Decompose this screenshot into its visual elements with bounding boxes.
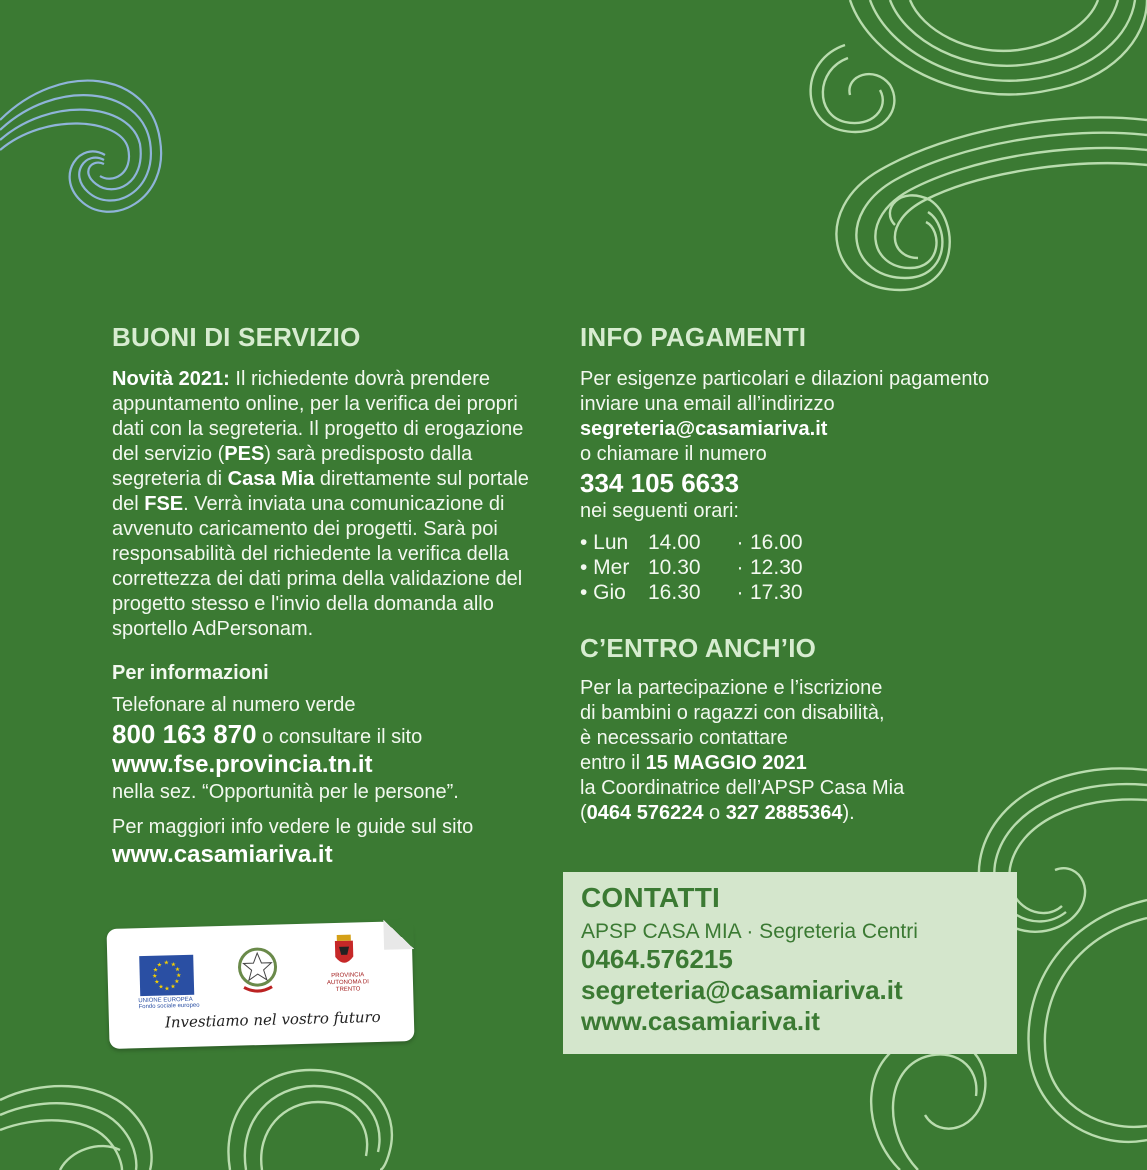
italian-emblem-icon <box>235 943 280 996</box>
more-text: Per maggiori info vedere le guide sul sito <box>112 816 474 838</box>
buoni-text-a: Il richiedente dovrà prendere appuntamento online, per la verifica dei propri dati con la segreteria. Il progetto di erogazione del servizio ( <box>112 368 524 465</box>
top-right-swirl <box>811 0 1147 290</box>
svg-text:★: ★ <box>151 972 158 980</box>
buoni-text-d: . Verrà inviata una comunicazione di avvenuto caricamento dei progetti. Sarà poi responsabilità del richiedente la verifica della correttezza dei dati prima della validazione del progetto stesso e l'invio della domanda allo sportello AdPersonam. <box>112 493 523 640</box>
buoni-text-b: ) sarà predisposto dalla segreteria di <box>112 443 473 490</box>
contatti-box <box>563 872 1017 1054</box>
fse-label: FSE <box>144 493 184 515</box>
trento-coat-of-arms-icon <box>329 932 360 973</box>
svg-text:★: ★ <box>164 985 170 993</box>
buoni-paragraph <box>112 367 552 642</box>
contatti-phone[interactable]: 0464.576215 <box>581 944 733 974</box>
paren-close: ). <box>842 802 855 824</box>
pagamenti-email[interactable]: segreteria@casamiariva.it <box>580 418 828 440</box>
centro-phone1[interactable]: 0464 576224 <box>586 802 704 824</box>
centro-date: 15 MAGGIO 2021 <box>645 752 807 774</box>
hours-sep: · <box>736 531 744 554</box>
pagamenti-title: INFO PAGAMENTI <box>580 322 807 352</box>
casa-mia-label: Casa Mia <box>227 468 315 490</box>
contatti-email[interactable]: segreteria@casamiariva.it <box>581 975 903 1005</box>
hours-day: • Gio <box>580 581 626 604</box>
hours-to: 16.00 <box>750 531 803 554</box>
centro-entro: entro il <box>580 752 646 774</box>
tel-or: o consultare il sito <box>256 726 423 748</box>
centro-line5: la Coordinatrice dell’APSP Casa Mia <box>580 777 905 799</box>
hours-day: • Mer <box>580 556 630 579</box>
hours-from: 10.30 <box>648 556 701 579</box>
eu-label: UNIONE EUROPEA Fondo sociale europeo <box>138 996 200 1011</box>
svg-text:★: ★ <box>163 959 170 967</box>
funding-logos-card <box>106 921 414 1049</box>
call-text: o chiamare il numero <box>580 443 767 465</box>
trento-label: PROVINCIA AUTONOMA DI TRENTO <box>326 972 369 994</box>
hours-sep: · <box>736 581 744 604</box>
centro-line4 <box>580 751 1050 776</box>
pagamenti-text: Per esigenze particolari e dilazioni pagamento inviare una email all’indirizzo <box>580 368 990 415</box>
tel-text: Telefonare al numero verde <box>112 694 356 716</box>
pagamenti-column <box>580 322 1050 826</box>
hours-to: 17.30 <box>750 581 803 604</box>
svg-text:★: ★ <box>175 972 182 980</box>
buoni-text-c: direttamente sul portale del <box>112 468 529 515</box>
hours-row <box>580 530 1050 555</box>
buoni-column <box>112 322 552 870</box>
hours-to: 12.30 <box>750 556 803 579</box>
svg-text:★: ★ <box>170 961 177 969</box>
hours-row <box>580 580 1050 605</box>
hours-list <box>580 530 1050 605</box>
fse-site-link[interactable]: www.fse.provincia.tn.it <box>112 751 373 778</box>
contatti-site[interactable]: www.casamiariva.it <box>581 1006 820 1036</box>
centro-or: o <box>703 802 726 824</box>
hours-row <box>580 555 1050 580</box>
tagline: Investiamo nel vostro futuro <box>164 1007 381 1032</box>
bottom-left-swirl <box>0 1070 392 1170</box>
svg-text:★: ★ <box>152 966 159 974</box>
svg-text:★: ★ <box>170 983 176 991</box>
tel-line <box>112 718 552 750</box>
centro-line1: Per la partecipazione e l’iscrizione <box>580 677 883 699</box>
tel-number[interactable]: 800 163 870 <box>112 719 257 749</box>
eu-flag-icon <box>139 955 194 996</box>
info-title: Per informazioni <box>112 662 269 684</box>
centro-line6 <box>580 801 1050 826</box>
svg-text:★: ★ <box>174 978 180 986</box>
casamia-site-link[interactable]: www.casamiariva.it <box>112 841 333 868</box>
svg-text:★: ★ <box>174 966 181 974</box>
contatti-title: CONTATTI <box>581 882 720 913</box>
svg-text:★: ★ <box>158 983 164 991</box>
contatti-org: APSP CASA MIA · Segreteria Centri <box>581 920 918 943</box>
paren-open: ( <box>580 802 587 824</box>
hours-text: nei seguenti orari: <box>580 500 739 522</box>
novita-label: Novità 2021: <box>112 368 230 390</box>
centro-title: C’ENTRO ANCH’IO <box>580 633 817 663</box>
centro-line2: di bambini o ragazzi con disabilità, <box>580 702 885 724</box>
hours-sep: · <box>736 556 744 579</box>
hours-day: • Lun <box>580 531 629 554</box>
centro-phone2[interactable]: 327 2885364 <box>725 802 843 824</box>
buoni-title: BUONI DI SERVIZIO <box>112 322 361 352</box>
blue-swirl <box>0 81 161 212</box>
svg-text:★: ★ <box>154 978 160 986</box>
centro-line3: è necessario contattare <box>580 727 788 749</box>
hours-from: 14.00 <box>648 531 701 554</box>
hours-from: 16.30 <box>648 581 701 604</box>
page-curl-icon <box>383 919 414 950</box>
pes-label: PES <box>224 443 265 465</box>
svg-text:★: ★ <box>156 961 163 969</box>
eu-stars-icon <box>139 955 194 996</box>
section-text: nella sez. “Opportunità per le persone”. <box>112 781 459 803</box>
pagamenti-phone[interactable]: 334 105 6633 <box>580 468 740 498</box>
